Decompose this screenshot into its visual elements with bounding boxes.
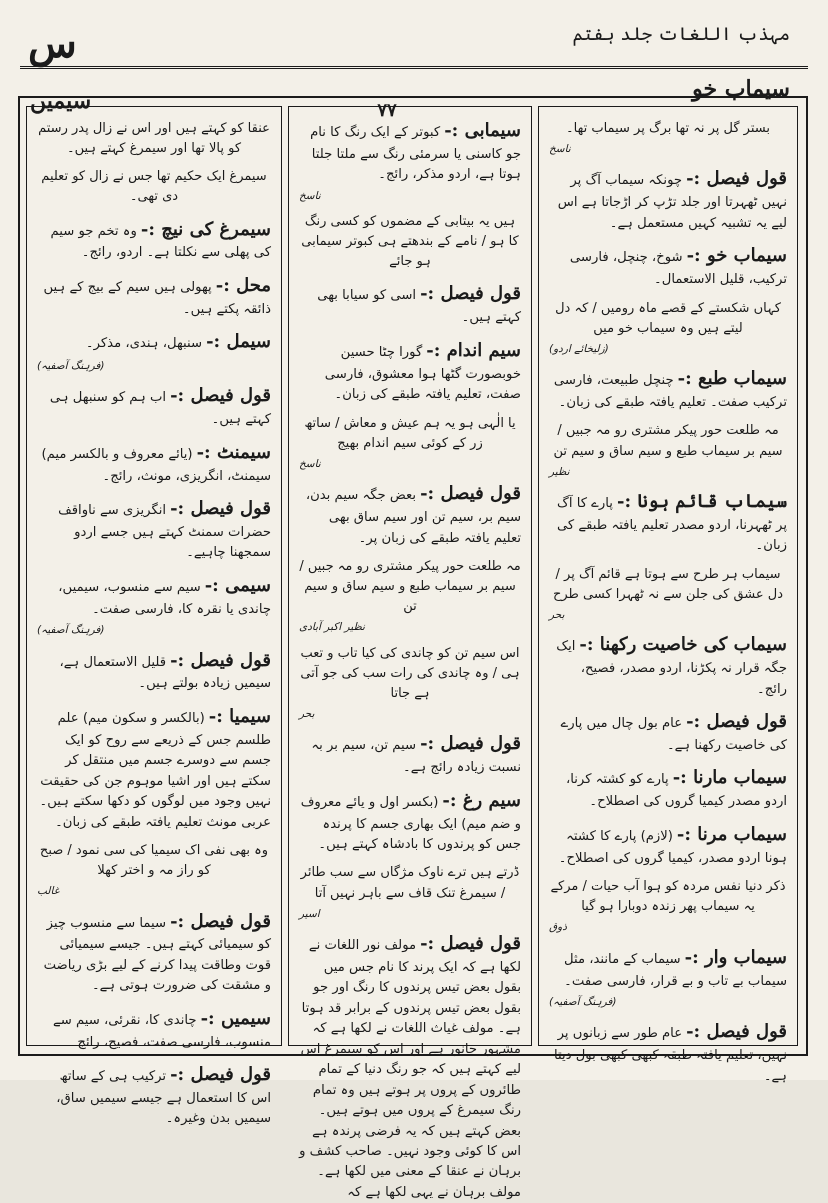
page-number: س (28, 20, 77, 67)
entry-headword: قول فیصل :- (170, 1064, 271, 1086)
entry-definition: اب ہم کو سنبھل ہی کہتے ہیں۔ (49, 390, 271, 428)
dictionary-entry (549, 119, 787, 157)
dictionary-entry (299, 557, 521, 636)
dictionary-entry (299, 787, 521, 856)
entry-note: ناسخ (299, 457, 321, 470)
entry-headword: سیمابی :- (444, 120, 521, 141)
dictionary-entry (299, 337, 521, 406)
entry-headword: قول فیصل :- (420, 283, 521, 305)
entry-definition: اسی کو سیابا بھی کہتے ہیں۔ (317, 288, 521, 326)
entry-definition: سیم سے منسوب، سیمیں، چاندی یا نقرہ کا، فارسی صفت۔ (58, 579, 271, 617)
page-frame (18, 96, 808, 1200)
entry-definition: چاندی کا، نقرئی، سیم سے منسوب، فارسی صفت، فصیح، رائج۔ (53, 1012, 271, 1050)
dictionary-entry (299, 414, 521, 473)
dictionary-entry (299, 930, 521, 1203)
book-title: مہذب اللغات جلد ہفتم (572, 24, 790, 45)
entry-verse: مہ طلعت حور پیکر مشتری رو مہ جبیں / سیم بر سیماب طبع و سیم ساق و سیم تن (553, 423, 783, 459)
dictionary-entry (549, 165, 787, 234)
entry-headword: سیمیا :- (208, 705, 271, 727)
entry-headword: سیماب مارنا :- (672, 767, 787, 789)
entry-definition: (یائے معروف و بالکسر میم) سیمنٹ، انگریزی، مونث، رائج۔ (41, 446, 271, 484)
entry-definition: پارے کا آگ پر ٹھہرنا، اردو مصدر تعلیم یافتہ طبقے کی زبان۔ (556, 495, 787, 554)
entry-definition: قلیل الاستعمال ہے، سیمیں زیادہ بولتے ہیں۔ (59, 654, 271, 692)
dictionary-entry (549, 365, 787, 413)
entry-headword: سیماب مرنا :- (676, 823, 787, 845)
entry-definition: انگریزی سے ناواقف حضرات سمنٹ کہتے ہیں جسے اردو سمجھنا چاہیے۔ (58, 503, 271, 561)
dictionary-entry (299, 280, 521, 328)
entry-headword: سیمنٹ :- (196, 441, 271, 463)
entry-verse: کہاں شکستے کے قصے ماہ رومیں / کہ دل لیتے ہیں وہ سیماب خو میں (555, 300, 781, 336)
dictionary-entry (37, 572, 271, 639)
dictionary-entry (299, 212, 521, 272)
dictionary-entry (37, 216, 271, 264)
entry-headword: قول فیصل :- (420, 733, 521, 755)
right-running-headword: سیماب خو (692, 76, 790, 102)
entry-headword: سیم رغ :- (442, 789, 521, 811)
entry-headword: قول فیصل :- (686, 1021, 787, 1043)
entry-definition: سیما سے منسوب چیز کو سیمیائی کہتے ہیں۔ جیسے سیمیائی قوت وطاقت پیدا کرنے کے لیے بڑی ریاضت و مشقت کی ضرورت ہوتی ہے۔ (43, 915, 271, 994)
entry-headword: قول فیصل :- (170, 385, 271, 407)
entry-note: (زلیخائے اردو) (549, 342, 609, 355)
entry-definition: ترکیب ہی کے ساتھ اس کا استعمال ہے جیسے سیمیں ساق، سیمیں بدن وغیرہ۔ (56, 1069, 271, 1127)
column-left (26, 106, 282, 1127)
entry-verse: ڈرتے ہیں ترے ناوک مژگاں سے سب طائر / سیمرغ تنک قاف سے باہر نہیں آتا (300, 865, 520, 901)
dictionary-entry (549, 877, 787, 936)
entry-note: (فرہنگ آصفیہ) (549, 996, 617, 1009)
dictionary-entry (37, 647, 271, 695)
entry-note: (فرہنگ آصفیہ) (37, 624, 105, 637)
entry-headword: قول فیصل :- (686, 711, 787, 733)
entry-headword: قول فیصل :- (420, 483, 521, 505)
dictionary-entry (549, 1018, 787, 1087)
column-middle (288, 106, 532, 1200)
dictionary-entry (549, 565, 787, 624)
entry-note: (فرہنگ آصفیہ) (37, 360, 105, 373)
entry-headword: سیمیں :- (200, 1007, 271, 1029)
entry-note: ذوق (549, 921, 567, 934)
entry-definition: چنچل طبیعت، فارسی ترکیب صفت۔ تعلیم یافتہ طبقے کی زبان۔ (553, 373, 787, 410)
entry-verse: مہ طلعت حور پیکر مشتری رو مہ جبیں / سیم بر سیماب طبع و سیم ساق و سیم تن (299, 558, 521, 615)
dictionary-entry (37, 1061, 271, 1130)
column-right (538, 106, 798, 1084)
dictionary-entry (37, 908, 271, 997)
dictionary-entry (549, 944, 787, 1011)
entry-definition: ایک جگہ قرار نہ پکڑنا، اردو مصدر، فصیح، رائج۔ (556, 639, 787, 697)
entry-note: اسیر (299, 907, 320, 920)
entry-headword: قول فیصل :- (170, 498, 271, 520)
entry-headword: قول فیصل :- (420, 933, 521, 955)
entry-headword: سیم اندام :- (426, 339, 521, 361)
entry-note: ناسخ (299, 189, 321, 202)
entry-headword: سیماب طبع :- (677, 368, 787, 390)
entry-headword: سیمی :- (204, 574, 271, 596)
dictionary-entry (37, 841, 271, 900)
entry-definition: سنبھل، ہندی، مذکر۔ (85, 336, 203, 352)
dictionary-entry (37, 1005, 271, 1053)
dictionary-entry (37, 272, 271, 320)
entry-definition: وہ تخم جو سیم کی پھلی سے نکلتا ہے۔ اردو، رائج۔ (50, 223, 271, 261)
dictionary-entry (549, 821, 787, 869)
dictionary-entry (549, 421, 787, 480)
entry-definition: پارے کو کشتہ کرنا، اردو مصدر کیمیا گروں کی اصطلاح۔ (565, 772, 787, 810)
entry-definition: گورا چٹا حسین خوبصورت گٹھا ہوا معشوق، فارسی صفت، تعلیم یافتہ طبقے کی زبان۔ (324, 344, 521, 403)
dictionary-entry (549, 299, 787, 358)
entry-headword: سیمرغ کی نیچ :- (140, 218, 271, 240)
entry-note: نظیر (549, 465, 570, 478)
entry-note: بحر (549, 609, 565, 622)
entry-headword: سیماب وار :- (684, 946, 787, 968)
dictionary-entry (299, 730, 521, 778)
entry-headword: محل :- (215, 274, 271, 296)
entry-definition: سیم تن، سیم بر بہ نسبت زیادہ رائج ہے۔ (311, 738, 521, 776)
entry-note: نظیر اکبر آبادی (299, 621, 365, 634)
entry-definition: بعض جگہ سیم بدن، سیم بر، سیم تن اور سیم ساق بھی تعلیم یافتہ طبقے کی زبان پر۔ (305, 488, 521, 546)
entry-verse: سیمرغ ایک حکیم تھا جس نے زال کو تعلیم دی تھی۔ (41, 169, 267, 205)
entry-note: بحر (299, 708, 315, 721)
dictionary-entry (549, 708, 787, 756)
dictionary-entry (37, 439, 271, 487)
entry-note: ناسخ (549, 143, 571, 156)
entry-definition: مولف نور اللغات نے لکھا ہے کہ ایک پرند کا نام جس میں بقول بعض تیس پرندوں کا رنگ اور جو بقول بعض تیس پرندوں کے برابر قد ہوتا ہے۔ مولف غیاث اللغات نے لکھا ہے کہ مشہور جانور ہے اور اس کو سیمرغ اس لیے کہتے ہیں کہ جو رنگ دنیا کے تمام طائروں کے پروں پر ہوتے ہیں وہ تمام رنگ سیمرغ کے پروں میں ہوتے ہیں۔ بعض کہتے ہیں کہ یہ فرضی پرندہ ہے اس کا کوئی وجود نہیں۔ صاحب کشف و برہان نے عنقا کے معنی میں لکھا ہے۔ مولف برہان نے یہی لکھا ہے کہ (299, 938, 521, 1200)
entry-headword: سیماب قائم ہونا :- (616, 490, 787, 512)
entry-definition: عام بول چال میں پارے کی خاصیت رکھنا ہے۔ (560, 716, 787, 754)
dictionary-entry (37, 167, 271, 207)
entry-definition: چونکہ سیماب آگ پر نہیں ٹھہرتا اور جلد تڑپ کر اڑجاتا ہے اس لیے یہ تشبیہ کہیں مستعمل ہے۔ (557, 173, 787, 231)
dictionary-entry (549, 631, 787, 700)
entry-definition: سیماب کے مانند، مثل سیماب بے تاب و بے قرار، فارسی صفت۔ (564, 951, 787, 989)
entry-headword: سیماب خو :- (686, 245, 787, 267)
dictionary-entry (37, 119, 271, 159)
entry-verse: ذکر دنیا نفس مردہ کو ہوا آب حیات / مرکے یہ سیماب پھر زندہ دوبارا ہو گیا (550, 879, 786, 915)
entry-definition: پھولی ہیں سیم کے بیج کے ہیں ذائقہ پکتے ہیں۔ (43, 279, 271, 317)
entry-verse: عنقا کو کہتے ہیں اور اس نے زال پدر رستم کو پالا تھا اور سیمرغ کہتے ہیں۔ (38, 121, 270, 157)
entry-headword: قول فیصل :- (170, 649, 271, 671)
dictionary-entry (299, 117, 521, 204)
header-rule (20, 66, 808, 69)
entry-note: غالب (37, 885, 60, 898)
dictionary-entry (37, 328, 271, 374)
entry-headword: قول فیصل :- (686, 168, 787, 190)
entry-headword: سیماب کی خاصیت رکھنا :- (579, 634, 787, 656)
dictionary-entry (299, 863, 521, 922)
dictionary-entry (549, 242, 787, 290)
entry-verse: اس سیم تن کو چاندی کی کیا تاب و تعب ہی / وہ چاندی کی رات سب کی جو آتی ہے جاتا (300, 645, 520, 701)
dictionary-entry (37, 703, 271, 833)
entry-verse: وہ بھی نفی اک سیمیا کی سی نمود / صبح کو راز مہ و اختر کھلا (39, 843, 269, 879)
entry-headword: سیمل :- (206, 331, 271, 353)
entry-verse: بستر گل پر نہ تھا برگ پر سیماب تھا۔ (566, 121, 770, 136)
entry-verse: یا الٰہی ہو یہ ہم عیش و معاش / ساتھ زر کے کوئی سیم اندام بھیج (304, 415, 516, 451)
entry-verse: سیماب ہر طرح سے ہوتا ہے قائم آگ پر / دل عشق کی جلن سے نہ ٹھہرا کسی طرح (552, 566, 784, 602)
entry-headword: قول فیصل :- (170, 910, 271, 932)
column-number: ٧٧ (377, 100, 397, 121)
entry-definition: کبوتر کے ایک رنگ کا نام جو کاسنی یا سرمئی رنگ سے ملتا جلتا ہوتا ہے، اردو مذکر، رائج۔ (310, 125, 521, 183)
dictionary-entry (37, 495, 271, 564)
dictionary-entry (549, 488, 787, 557)
entry-verse: ہیں یہ بیتابی کے مضموں کو کسی رنگ کا ہو / نامے کے بندھتے ہی کبوتر سیمابی ہو جائے (301, 214, 519, 270)
dictionary-entry (299, 644, 521, 723)
entry-definition: (بکسر اول و یائے معروف و ضم میم) ایک بھاری جسم کا پرندہ جس کو پرندوں کا بادشاہ کہتے ہیں۔ (300, 794, 521, 853)
entry-definition: عام طور سے زبانوں پر نہیں، تعلیم یافتہ طبقہ کبھی کبھی بول دیتا ہے۔ (553, 1026, 787, 1084)
left-running-headword: سیمیں (30, 88, 92, 114)
entry-definition: (بالکسر و سکون میم) علم طلسم جس کے ذریعے سے روح کو ایک جسم سے دوسرے جسم میں منتقل کر سکتے ہیں اور اشیا موہوم جن کی حقیقت نہیں وجود میں لوگوں کو دکھا سکتے ہیں۔ عربی مونث تعلیم یافتہ طبقے کی زبان۔ (39, 710, 271, 830)
dictionary-entry (37, 382, 271, 430)
dictionary-entry (549, 764, 787, 812)
entry-definition: شوخ، چنچل، فارسی ترکیب، قلیل الاستعمال۔ (569, 250, 787, 288)
entry-definition: (لازم) پارے کا کشتہ ہونا اردو مصدر، کیمیا گروں کی اصطلاح۔ (558, 828, 787, 866)
dictionary-entry (299, 480, 521, 549)
